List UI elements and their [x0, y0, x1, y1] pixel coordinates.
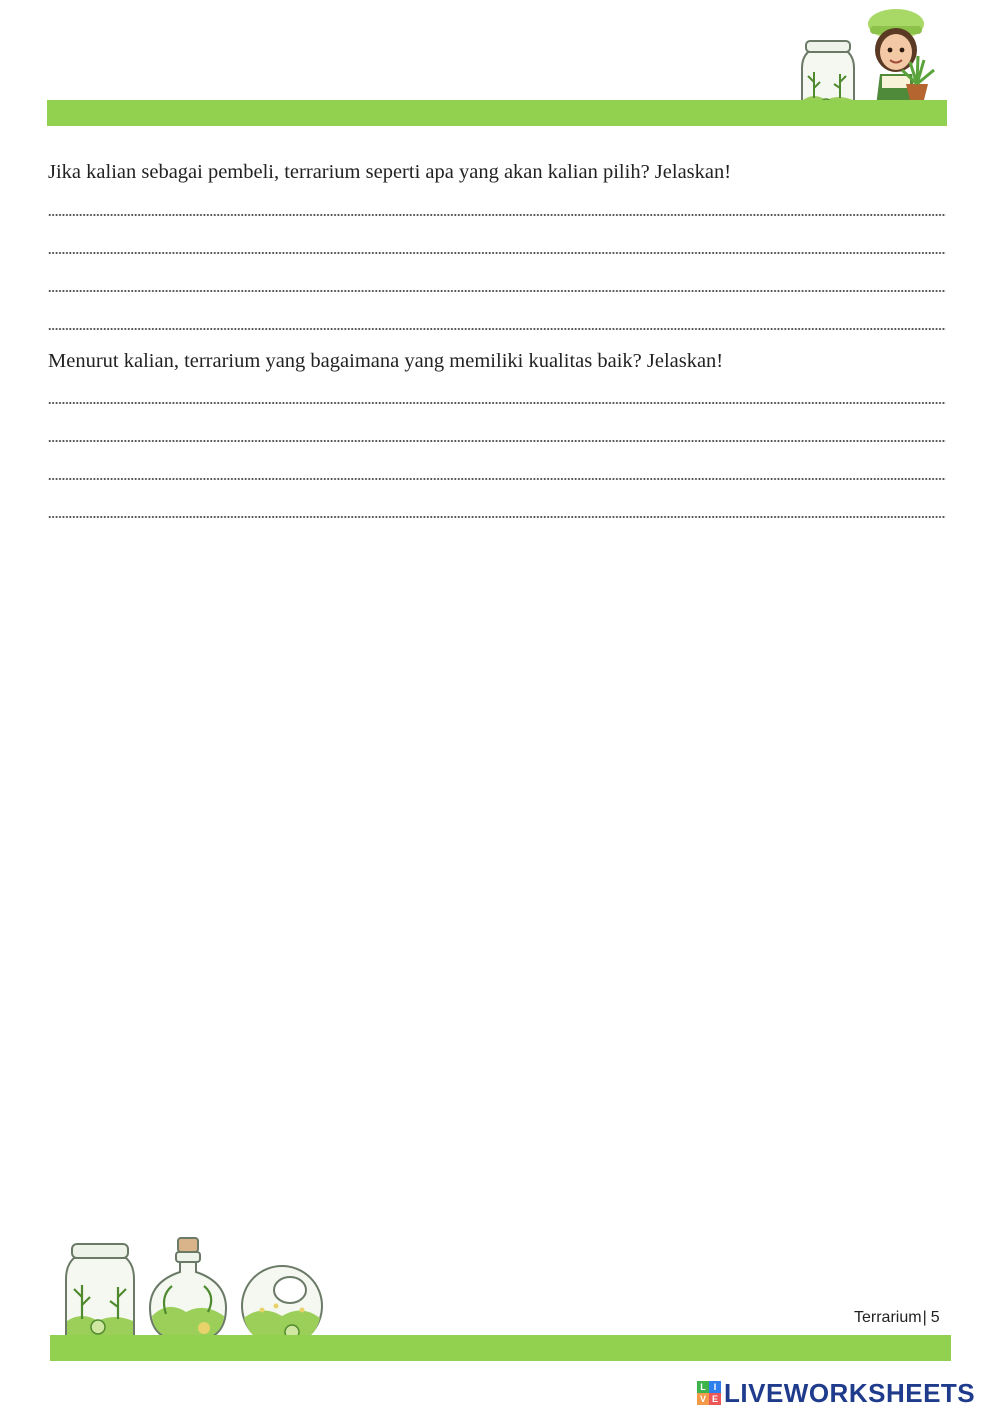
page-number: 5 [930, 1309, 940, 1326]
answer-line-2-1[interactable] [48, 401, 946, 405]
answer-line-1-2[interactable] [48, 251, 946, 255]
question-1-text: Jika kalian sebagai pembeli, terrarium seperti apa yang akan kalian pilih? Jelaskan! [48, 161, 732, 183]
footer-accent-bar [50, 1335, 951, 1361]
terrarium-bottle-icon [146, 1236, 230, 1348]
answer-line-1-4[interactable] [48, 327, 946, 331]
answer-line-1-3[interactable] [48, 289, 946, 293]
liveworksheets-brand[interactable] [697, 1376, 975, 1410]
logo-letter-i: I [709, 1381, 721, 1393]
terrarium-jar-icon [64, 1241, 136, 1349]
footer-page-label [854, 1309, 940, 1327]
footer-separator: | [922, 1309, 927, 1326]
footer-title: Terrarium [854, 1309, 922, 1326]
answer-line-2-4[interactable] [48, 515, 946, 519]
logo-letter-l: L [697, 1381, 709, 1393]
logo-letter-v: V [697, 1393, 709, 1405]
header-accent-bar [47, 100, 947, 126]
answer-line-1-1[interactable] [48, 213, 946, 217]
brand-name: LIVEWORKSHEETS [724, 1377, 976, 1408]
answer-line-2-3[interactable] [48, 477, 946, 481]
answer-line-2-2[interactable] [48, 439, 946, 443]
question-2-text: Menurut kalian, terrarium yang bagaimana yang memiliki kualitas baik? Jelaskan! [48, 350, 724, 372]
logo-letter-e: E [709, 1393, 721, 1405]
liveworksheets-logo-icon [697, 1381, 721, 1405]
